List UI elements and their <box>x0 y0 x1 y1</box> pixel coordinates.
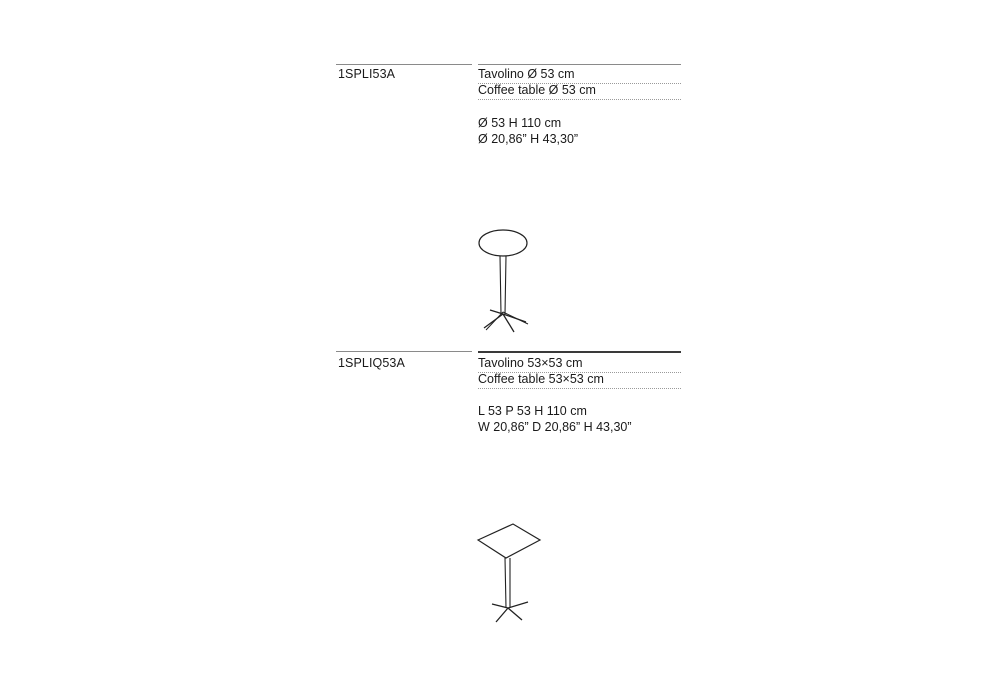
dimensions-metric: L 53 P 53 H 110 cm <box>478 404 587 418</box>
product-code: 1SPLIQ53A <box>338 356 405 370</box>
product-name-italian: Tavolino Ø 53 cm <box>478 67 681 84</box>
divider <box>478 64 681 65</box>
divider <box>336 64 472 65</box>
product-code: 1SPLI53A <box>338 67 396 81</box>
product-name-italian: Tavolino 53×53 cm <box>478 356 681 373</box>
dimensions-metric: Ø 53 H 110 cm <box>478 116 562 130</box>
dimensions-imperial: Ø 20,86” H 43,30” <box>478 132 579 146</box>
dimensions-imperial: W 20,86” D 20,86” H 43,30” <box>478 420 632 434</box>
round-high-table-icon <box>470 226 540 338</box>
product-name-english: Coffee table Ø 53 cm <box>478 83 681 100</box>
divider <box>478 351 681 353</box>
divider <box>336 351 472 352</box>
square-high-table-icon <box>470 518 550 626</box>
product-name-english: Coffee table 53×53 cm <box>478 372 681 389</box>
